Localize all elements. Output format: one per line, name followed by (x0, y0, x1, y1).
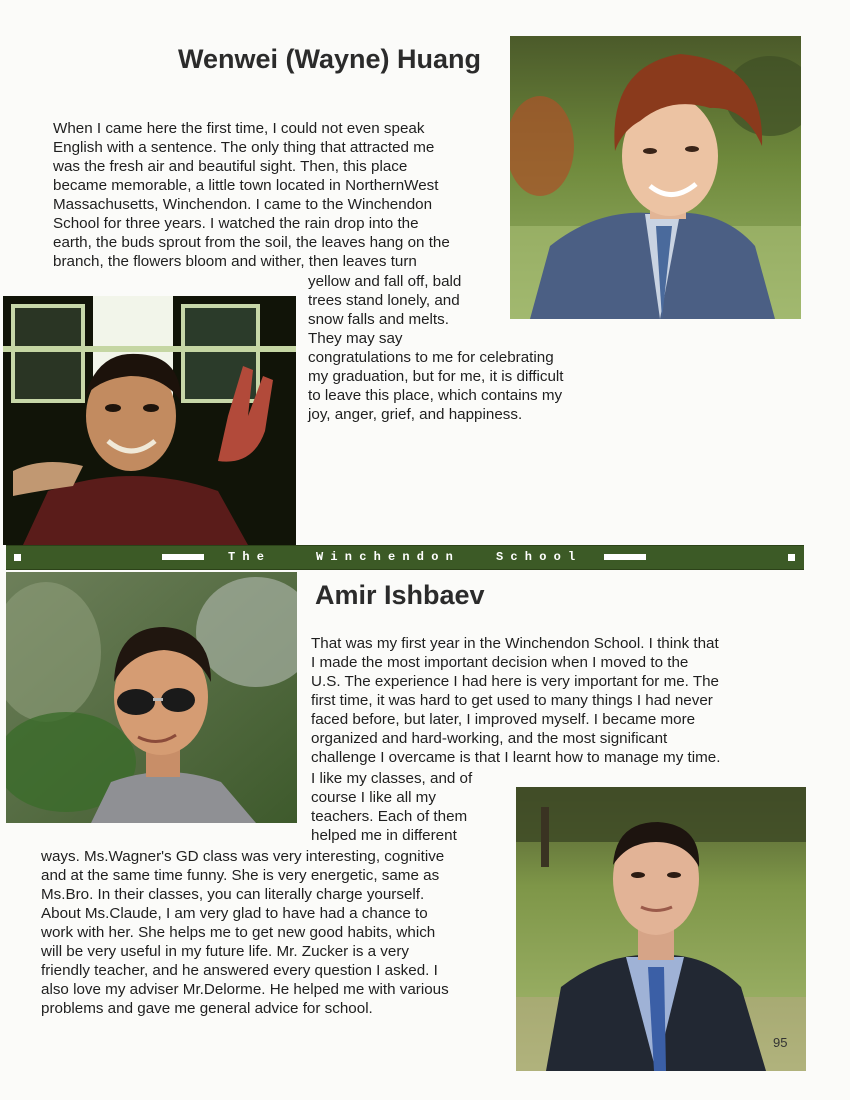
bio-line: joy, anger, grief, and happiness. (308, 406, 523, 423)
bio-line: my graduation, but for me, it is difficult (308, 368, 564, 385)
bio-line: School for three years. I watched the rain drop into the (53, 215, 419, 232)
school-banner (6, 545, 804, 570)
bio-line: course I like all my (311, 789, 436, 806)
bio-line: first time, it was hard to get used to many things I had never (311, 692, 713, 709)
page-number: 95 (773, 1035, 788, 1050)
bio-line: Ms.Bro. In their classes, you can literally charge yourself. (41, 886, 425, 903)
bio-line: also love my adviser Mr.Delorme. He helped me with various (41, 981, 449, 998)
bio-line: organized and hard-working, and the most significant (311, 730, 668, 747)
bio-line: and at the same time funny. She is very energetic, same as (41, 867, 440, 884)
bio-line: to leave this place, which contains my (308, 387, 563, 404)
bio-line: branch, the flowers bloom and wither, then leaves turn (53, 253, 417, 270)
student-portrait-photo (516, 787, 806, 1071)
student-selfie-photo (3, 296, 296, 545)
bio-line: work with her. She helps me to get new good habits, which (41, 924, 436, 941)
bio-line: ways. Ms.Wagner's GD class was very interesting, cognitive (41, 848, 445, 865)
bio-line: About Ms.Claude, I am very glad to have had a chance to (41, 905, 428, 922)
student-portrait-photo (510, 36, 801, 319)
student-casual-photo (6, 572, 297, 823)
bio-line: helped me in different (311, 827, 457, 844)
bio-line: They may say (308, 330, 403, 347)
bio-line: faced before, but later, I improved myself. I became more (311, 711, 696, 728)
banner-word-winchendon: Winchendon (316, 550, 461, 564)
bio-line: became memorable, a little town located in NorthernWest (53, 177, 439, 194)
banner-square-right (788, 554, 795, 561)
bio-line: Massachusetts, Winchendon. I came to the Winchendon (53, 196, 433, 213)
student-name-title: Wenwei (Wayne) Huang (178, 44, 482, 74)
bio-line: trees stand lonely, and (308, 292, 460, 309)
banner-word-school: School (496, 550, 583, 564)
bio-line: challenge I overcame is that I learnt how to manage my time. (311, 749, 721, 766)
banner-word-the: The (228, 550, 272, 564)
bio-line: That was my first year in the Winchendon School. I think that (311, 635, 719, 652)
bio-line: yellow and fall off, bald (308, 273, 462, 290)
bio-line: was the fresh air and beautiful sight. Then, this place (53, 158, 408, 175)
bio-line: earth, the buds sprout from the soil, the leaves hang on the (53, 234, 450, 251)
banner-bar-left (162, 554, 204, 560)
banner-bar-right (604, 554, 646, 560)
student-name-title: Amir Ishbaev (315, 580, 485, 610)
bio-line: congratulations to me for celebrating (308, 349, 554, 366)
bio-line: will be very useful in my future life. Mr. Zucker is a very (41, 943, 409, 960)
bio-line: When I came here the first time, I could not even speak (53, 120, 425, 137)
banner-square-left (14, 554, 21, 561)
bio-line: snow falls and melts. (308, 311, 449, 328)
bio-line: problems and gave me general advice for school. (41, 1000, 373, 1017)
bio-line: English with a sentence. The only thing that attracted me (53, 139, 435, 156)
bio-line: teachers. Each of them (311, 808, 468, 825)
bio-line: I made the most important decision when I moved to the (311, 654, 689, 671)
bio-line: I like my classes, and of (311, 770, 473, 787)
bio-line: U.S. The experience I had here is very important for me. The (311, 673, 720, 690)
bio-line: friendly teacher, and he answered every question I asked. I (41, 962, 438, 979)
